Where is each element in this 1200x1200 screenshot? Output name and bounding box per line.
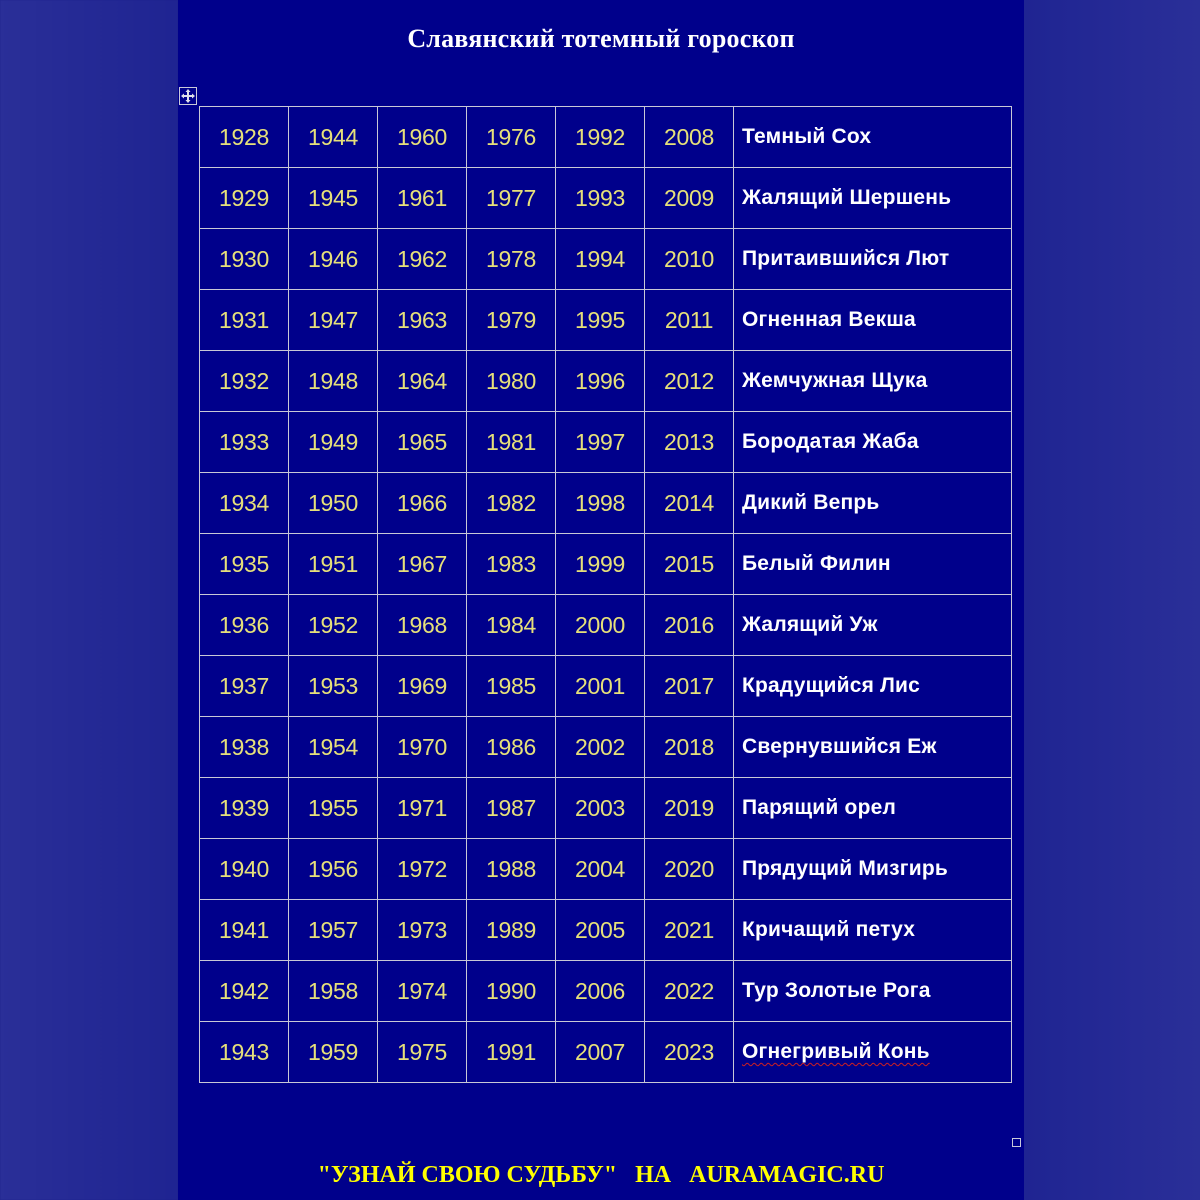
year-cell: 2001 xyxy=(556,656,645,717)
year-cell: 2017 xyxy=(645,656,734,717)
year-cell: 1948 xyxy=(289,351,378,412)
totem-name: Парящий орел xyxy=(742,796,897,819)
totem-name: Тур Золотые Рога xyxy=(742,979,931,1002)
year-cell: 2005 xyxy=(556,900,645,961)
year-cell: 1946 xyxy=(289,229,378,290)
year-cell: 1930 xyxy=(200,229,289,290)
horoscope-table-body xyxy=(200,107,1012,1083)
year-cell: 1981 xyxy=(467,412,556,473)
totem-name: Огненная Векша xyxy=(742,308,916,331)
year-cell: 1935 xyxy=(200,534,289,595)
totem-name: Бородатая Жаба xyxy=(742,430,919,453)
table-row xyxy=(200,351,1012,412)
totem-name-cell xyxy=(734,412,1012,473)
totem-name-cell xyxy=(734,473,1012,534)
year-cell: 1994 xyxy=(556,229,645,290)
page-title: Славянский тотемный гороскоп xyxy=(407,24,795,53)
year-cell: 2003 xyxy=(556,778,645,839)
year-cell: 1937 xyxy=(200,656,289,717)
table-row xyxy=(200,839,1012,900)
year-cell: 1933 xyxy=(200,412,289,473)
year-cell: 1965 xyxy=(378,412,467,473)
year-cell: 1936 xyxy=(200,595,289,656)
totem-name: Крадущийся Лис xyxy=(742,674,921,697)
totem-name-cell xyxy=(734,229,1012,290)
year-cell: 1990 xyxy=(467,961,556,1022)
year-cell: 1983 xyxy=(467,534,556,595)
year-cell: 1972 xyxy=(378,839,467,900)
year-cell: 1986 xyxy=(467,717,556,778)
totem-name-cell xyxy=(734,961,1012,1022)
year-cell: 2020 xyxy=(645,839,734,900)
totem-name-cell xyxy=(734,717,1012,778)
totem-name: Кричащий петух xyxy=(742,918,916,941)
totem-name-cell xyxy=(734,107,1012,168)
year-cell: 1977 xyxy=(467,168,556,229)
totem-name-cell xyxy=(734,900,1012,961)
year-cell: 1963 xyxy=(378,290,467,351)
year-cell: 1956 xyxy=(289,839,378,900)
year-cell: 1985 xyxy=(467,656,556,717)
year-cell: 1992 xyxy=(556,107,645,168)
year-cell: 1993 xyxy=(556,168,645,229)
totem-name: Жалящий Уж xyxy=(742,613,878,636)
horoscope-table xyxy=(199,106,1012,1083)
year-cell: 1969 xyxy=(378,656,467,717)
year-cell: 1944 xyxy=(289,107,378,168)
year-cell: 1947 xyxy=(289,290,378,351)
totem-name-cell xyxy=(734,290,1012,351)
table-row xyxy=(200,717,1012,778)
table-row xyxy=(200,595,1012,656)
totem-name-cell xyxy=(734,595,1012,656)
footer-site-link[interactable]: AURAMAGIC.RU xyxy=(689,1162,885,1188)
year-cell: 1943 xyxy=(200,1022,289,1083)
year-cell: 1997 xyxy=(556,412,645,473)
year-cell: 1991 xyxy=(467,1022,556,1083)
year-cell: 1978 xyxy=(467,229,556,290)
move-icon[interactable] xyxy=(179,87,197,105)
year-cell: 1979 xyxy=(467,290,556,351)
table-row xyxy=(200,229,1012,290)
totem-name-cell xyxy=(734,534,1012,595)
year-cell: 1931 xyxy=(200,290,289,351)
table-row xyxy=(200,412,1012,473)
year-cell: 1999 xyxy=(556,534,645,595)
totem-name-cell xyxy=(734,778,1012,839)
year-cell: 2019 xyxy=(645,778,734,839)
year-cell: 1952 xyxy=(289,595,378,656)
table-row xyxy=(200,168,1012,229)
totem-name: Жемчужная Щука xyxy=(742,369,928,392)
year-cell: 1954 xyxy=(289,717,378,778)
year-cell: 1970 xyxy=(378,717,467,778)
year-cell: 1929 xyxy=(200,168,289,229)
year-cell: 1967 xyxy=(378,534,467,595)
totem-name: Дикий Вепрь xyxy=(742,491,880,514)
year-cell: 2023 xyxy=(645,1022,734,1083)
year-cell: 1951 xyxy=(289,534,378,595)
year-cell: 2016 xyxy=(645,595,734,656)
year-cell: 1974 xyxy=(378,961,467,1022)
year-cell: 1996 xyxy=(556,351,645,412)
year-cell: 2010 xyxy=(645,229,734,290)
totem-name-cell xyxy=(734,1022,1012,1083)
year-cell: 2018 xyxy=(645,717,734,778)
year-cell: 2021 xyxy=(645,900,734,961)
year-cell: 1950 xyxy=(289,473,378,534)
table-row xyxy=(200,1022,1012,1083)
totem-name-cell xyxy=(734,351,1012,412)
year-cell: 1971 xyxy=(378,778,467,839)
year-cell: 1989 xyxy=(467,900,556,961)
year-cell: 1959 xyxy=(289,1022,378,1083)
footer-preposition: НА xyxy=(635,1162,672,1188)
year-cell: 1949 xyxy=(289,412,378,473)
year-cell: 2008 xyxy=(645,107,734,168)
totem-name-cell xyxy=(734,168,1012,229)
table-row xyxy=(200,778,1012,839)
totem-name: Прядущий Мизгирь xyxy=(742,857,948,880)
totem-name: Свернувшийся Еж xyxy=(742,735,937,758)
year-cell: 1995 xyxy=(556,290,645,351)
year-cell: 2006 xyxy=(556,961,645,1022)
year-cell: 1964 xyxy=(378,351,467,412)
table-row xyxy=(200,290,1012,351)
year-cell: 1942 xyxy=(200,961,289,1022)
year-cell: 2013 xyxy=(645,412,734,473)
year-cell: 1968 xyxy=(378,595,467,656)
totem-name-cell xyxy=(734,656,1012,717)
table-row xyxy=(200,107,1012,168)
year-cell: 1998 xyxy=(556,473,645,534)
resize-handle-icon[interactable] xyxy=(1012,1138,1021,1147)
year-cell: 1940 xyxy=(200,839,289,900)
year-cell: 1939 xyxy=(200,778,289,839)
year-cell: 1984 xyxy=(467,595,556,656)
year-cell: 2007 xyxy=(556,1022,645,1083)
year-cell: 1938 xyxy=(200,717,289,778)
footer-banner xyxy=(178,1162,1024,1189)
year-cell: 1976 xyxy=(467,107,556,168)
year-cell: 2004 xyxy=(556,839,645,900)
year-cell: 1961 xyxy=(378,168,467,229)
year-cell: 1955 xyxy=(289,778,378,839)
year-cell: 1945 xyxy=(289,168,378,229)
year-cell: 2012 xyxy=(645,351,734,412)
year-cell: 1928 xyxy=(200,107,289,168)
year-cell: 1980 xyxy=(467,351,556,412)
year-cell: 1958 xyxy=(289,961,378,1022)
year-cell: 1987 xyxy=(467,778,556,839)
table-row xyxy=(200,656,1012,717)
year-cell: 1982 xyxy=(467,473,556,534)
totem-name: Темный Сох xyxy=(742,125,872,148)
year-cell: 2015 xyxy=(645,534,734,595)
totem-name: Притаившийся Лют xyxy=(742,247,950,270)
year-cell: 2002 xyxy=(556,717,645,778)
year-cell: 1973 xyxy=(378,900,467,961)
totem-name: Жалящий Шершень xyxy=(742,186,952,209)
right-blurred-margin xyxy=(1024,0,1200,1200)
year-cell: 2011 xyxy=(645,290,734,351)
year-cell: 2000 xyxy=(556,595,645,656)
table-row xyxy=(200,473,1012,534)
year-cell: 2022 xyxy=(645,961,734,1022)
year-cell: 1960 xyxy=(378,107,467,168)
totem-name: Белый Филин xyxy=(742,552,891,575)
totem-name-cell xyxy=(734,839,1012,900)
year-cell: 1957 xyxy=(289,900,378,961)
year-cell: 1932 xyxy=(200,351,289,412)
table-row xyxy=(200,900,1012,961)
year-cell: 1941 xyxy=(200,900,289,961)
totem-name: Огнегривый Конь xyxy=(742,1040,930,1063)
table-row xyxy=(200,534,1012,595)
year-cell: 1975 xyxy=(378,1022,467,1083)
year-cell: 1953 xyxy=(289,656,378,717)
year-cell: 1988 xyxy=(467,839,556,900)
year-cell: 1934 xyxy=(200,473,289,534)
year-cell: 2014 xyxy=(645,473,734,534)
year-cell: 1962 xyxy=(378,229,467,290)
table-row xyxy=(200,961,1012,1022)
year-cell: 2009 xyxy=(645,168,734,229)
year-cell: 1966 xyxy=(378,473,467,534)
footer-slogan: "УЗНАЙ СВОЮ СУДЬБУ" xyxy=(317,1162,618,1188)
left-blurred-margin xyxy=(0,0,178,1200)
